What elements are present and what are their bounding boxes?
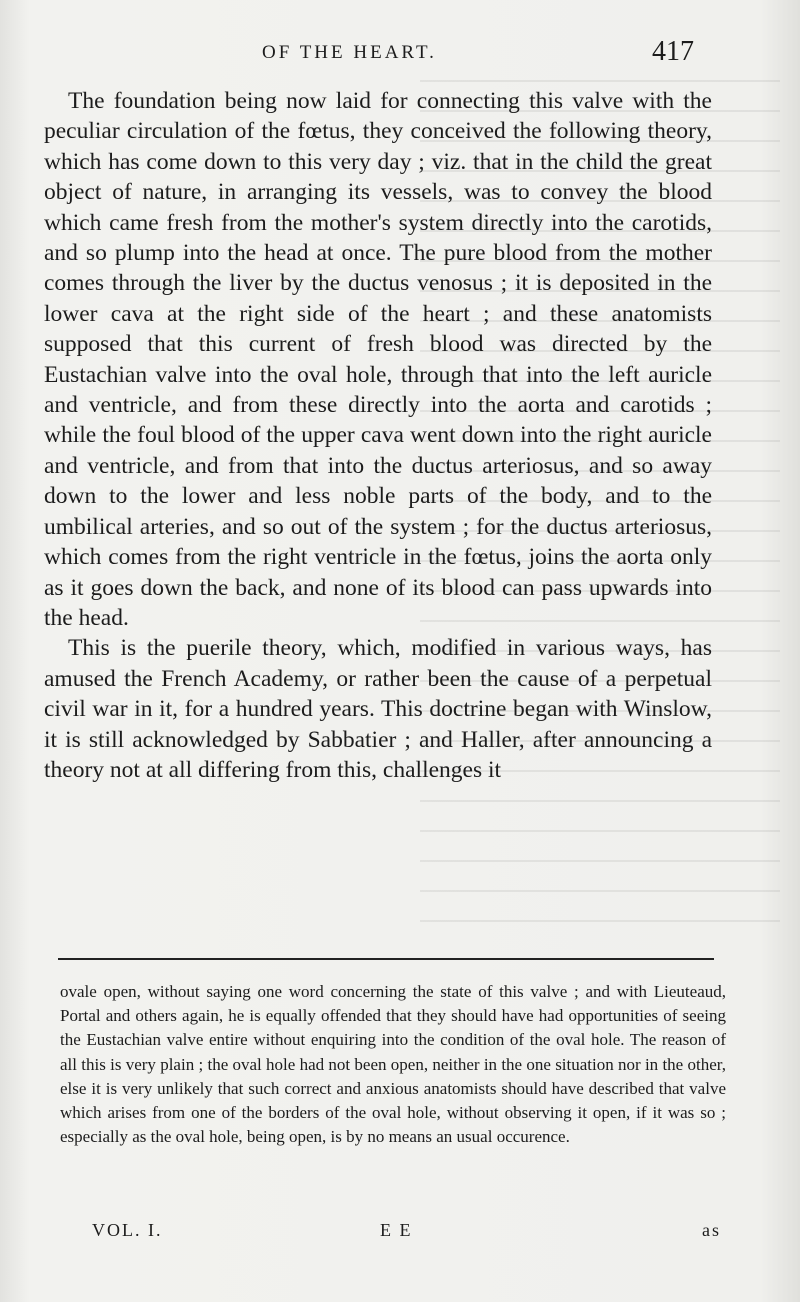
page-header (0, 36, 800, 76)
page-number: 417 (652, 36, 694, 67)
footnote (60, 980, 726, 1149)
volume-label: VOL. I. (92, 1220, 163, 1240)
running-head: OF THE HEART. (262, 42, 437, 63)
catchword: as (702, 1220, 721, 1240)
footnote-rule (58, 958, 714, 960)
paragraph: This is the puerile theory, which, modified in various ways, has amused the French Academy, or rather been the cause of a perpetual civil war in it, for a hundred years. This doctrine began with Winslow, it is still acknowledged by Sabbatier ; and Haller, after announcing a theory not at all differing from this, challenges it (44, 635, 712, 783)
signature-mark: E E (380, 1220, 413, 1240)
footnote-text: ovale open, without saying one word concerning the state of this valve ; and with Lieuteaud, Portal and others again, he is equally offended that they should have had opportunities of seeing the Eustachian valve entire without enquiring into the condition of the oval hole. The reason of all this is very plain ; the oval hole had not been open, neither in the one situation nor in the other, else it is very unlikely that such correct and anxious anatomists should have described that valve which arises from one of the borders of the oval hole, without observing it open, if it was so ; especially as the oval hole, being open, is by no means an usual occurence. (60, 982, 726, 1147)
main-text (44, 86, 712, 785)
page-footer (0, 1220, 800, 1250)
paragraph: The foundation being now laid for connecting this valve with the peculiar circulation of the fœtus, they conceived the following theory, which has come down to this very day ; viz. that in the child the great object of nature, in arranging its vessels, was to convey the blood which came fresh from the mother's system directly into the carotids, and so plump into the head at once. The pure blood from the mother comes through the liver by the ductus venosus ; it is deposited in the lower cava at the right side of the heart ; and these anatomists supposed that this current of fresh blood was directed by the Eustachian valve into the oval hole, through that into the left auricle and ventricle, and from these directly into the aorta and carotids ; while the foul blood of the upper cava went down into the right auricle and ventricle, and from that into the ductus arteriosus, and so away down to the lower and less noble parts of the body, and to the umbilical arteries, and so out of the system ; for the ductus arteriosus, which comes from the right ventricle in the fœtus, joins the aorta only as it goes down the back, and none of its blood can pass upwards into the head. (44, 88, 712, 631)
